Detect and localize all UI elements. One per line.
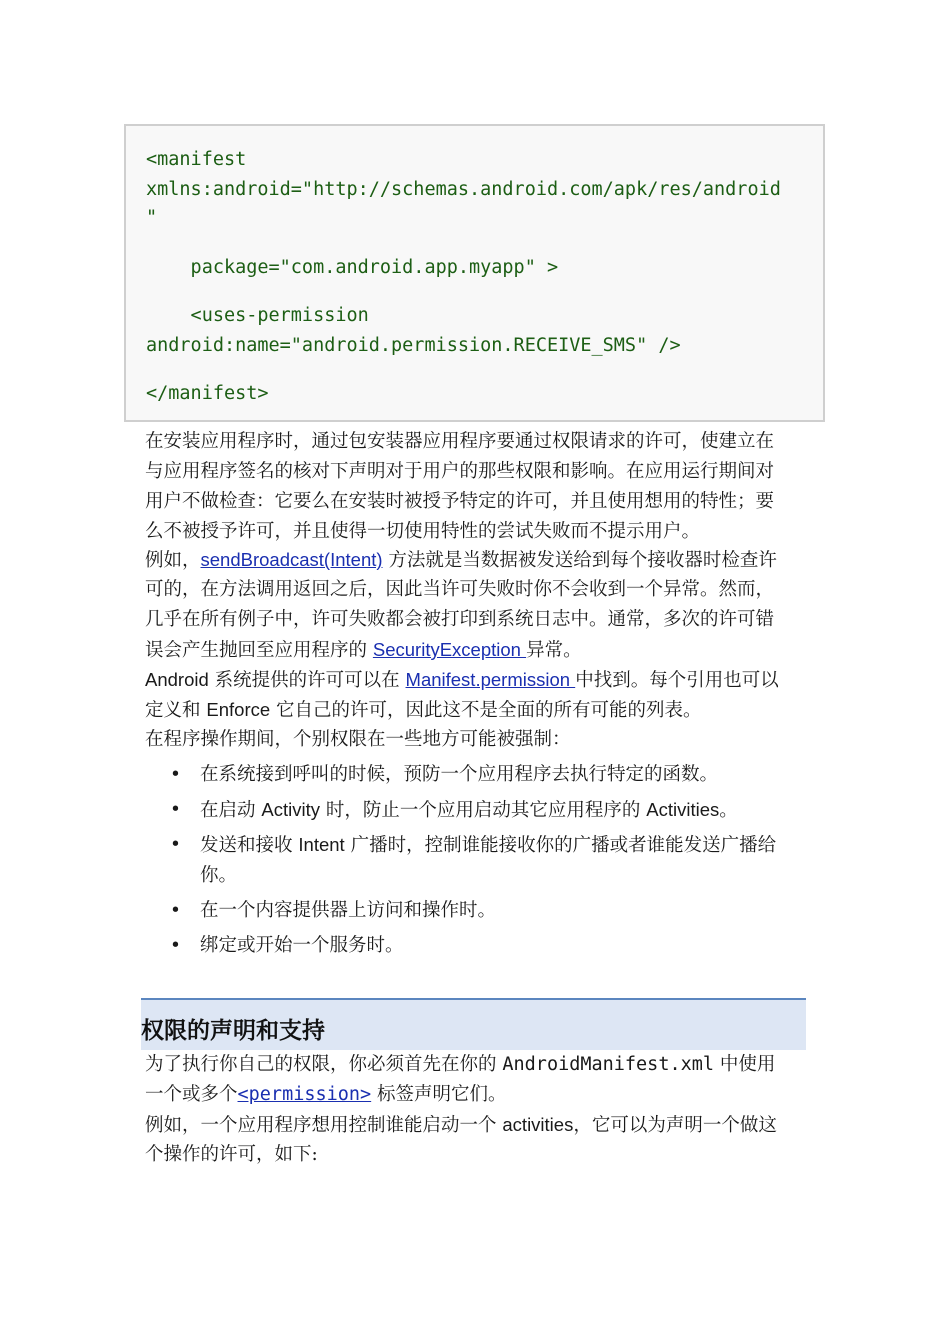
list-item-text: 在系统接到呼叫的时候，预防一个应用程序去执行特定的函数。 (200, 764, 719, 785)
bullet-icon: • (170, 900, 181, 921)
text: Activities (646, 799, 720, 820)
text: 中使用 (714, 1054, 776, 1075)
text-line: 与应用程序签名的核对下声明对于用户的那些权限和影响。在应用运行期间对 (145, 461, 775, 482)
list-item-text: 绑定或开始一个服务时。 (200, 935, 404, 956)
text: 标签声明它们。 (371, 1084, 507, 1105)
list-item-text (200, 830, 776, 861)
text-line: 么不被授予许可，并且使得一切使用特性的尝试失败而不提示用户。 (145, 521, 701, 542)
paragraph-enforcement-intro (145, 725, 805, 755)
text: 例如， (145, 550, 201, 571)
bullet-icon: • (170, 764, 181, 785)
text: 发送和接收 (200, 835, 299, 856)
section-heading (141, 998, 806, 1050)
text: Android (145, 669, 209, 690)
text-line: 在程序操作期间，个别权限在一些地方可能被强制： (145, 729, 571, 750)
text: Enforce (206, 699, 271, 720)
list-item-text (200, 795, 738, 826)
text-line (145, 665, 805, 695)
text: 异常。 (526, 640, 582, 661)
code-block (124, 124, 825, 422)
bullet-icon: • (170, 935, 181, 956)
code-line: xmlns:android="http://schemas.android.com/apk/res/android (146, 179, 781, 200)
text: 中找到。每个引用也可以 (575, 670, 779, 691)
code-line: package="com.android.app.myapp" > (146, 257, 559, 278)
text: Activity (261, 799, 320, 820)
code-line: " (146, 207, 158, 228)
list-item-text: 你。 (200, 865, 238, 886)
text: 一个或多个 (145, 1084, 238, 1105)
text: 为了执行你自己的权限，你必须首先在你的 (145, 1054, 503, 1075)
paragraph-example-activities (145, 1110, 805, 1170)
text-line (145, 695, 805, 725)
text: 方法就是当数据被发送给到每个接收器时检查许 (382, 550, 777, 571)
paragraph-install-permissions (145, 427, 805, 547)
paragraph-manifest-permission (145, 665, 805, 725)
securityexception-link[interactable]: SecurityException (372, 639, 527, 660)
text-line (145, 545, 805, 575)
code-line: android:name="android.permission.RECEIVE_SMS" /> (146, 335, 681, 356)
text-line (145, 1110, 805, 1140)
code-line: </manifest> (146, 383, 269, 404)
text: 定义和 (145, 700, 207, 721)
code-line: <manifest (146, 149, 247, 170)
text: 。 (719, 800, 738, 821)
bullet-icon: • (170, 799, 181, 820)
text-line (145, 635, 805, 665)
text: activities (502, 1114, 574, 1135)
text-line: 个操作的许可，如下: (145, 1144, 318, 1165)
manifest-permission-link[interactable]: Manifest.permission (405, 669, 576, 690)
code-inline: AndroidManifest.xml (502, 1054, 715, 1075)
permission-tag-link[interactable]: <permission> (237, 1084, 372, 1105)
text-line (145, 1050, 805, 1080)
text: 广播时，控制谁能接收你的广播或者谁能发送广播给 (344, 835, 777, 856)
text-line: 用户不做检查：它要么在安装时被授予特定的许可，并且使用想用的特性；要 (145, 491, 775, 512)
text-line: 可的，在方法调用返回之后，因此当许可失败时你不会收到一个异常。然而， (145, 579, 775, 600)
text-line: 在安装应用程序时，通过包安装器应用程序要通过权限请求的许可，使建立在 (145, 431, 775, 452)
paragraph-declare-permission (145, 1050, 805, 1110)
text: 例如，一个应用程序想用控制谁能启动一个 (145, 1115, 503, 1136)
text: 系统提供的许可可以在 (208, 670, 406, 691)
code-line: <uses-permission (146, 305, 369, 326)
text-line (145, 1080, 805, 1110)
text: 时，防止一个应用启动其它应用程序的 (319, 800, 647, 821)
text: Intent (298, 834, 345, 855)
text: ，它可以为声明一个做这 (573, 1115, 777, 1136)
text: 在启动 (200, 800, 262, 821)
paragraph-example-broadcast (145, 545, 805, 665)
list-item-text: 在一个内容提供器上访问和操作时。 (200, 900, 497, 921)
section-title: 权限的声明和支持 (141, 1018, 325, 1044)
bullet-icon: • (170, 834, 181, 855)
text: 误会产生抛回至应用程序的 (145, 640, 373, 661)
sendbroadcast-link[interactable]: sendBroadcast(Intent) (200, 549, 383, 570)
text: 它自己的许可，因此这不是全面的所有可能的列表。 (270, 700, 702, 721)
text-line: 几乎在所有例子中，许可失败都会被打印到系统日志中。通常，多次的许可错 (145, 609, 775, 630)
